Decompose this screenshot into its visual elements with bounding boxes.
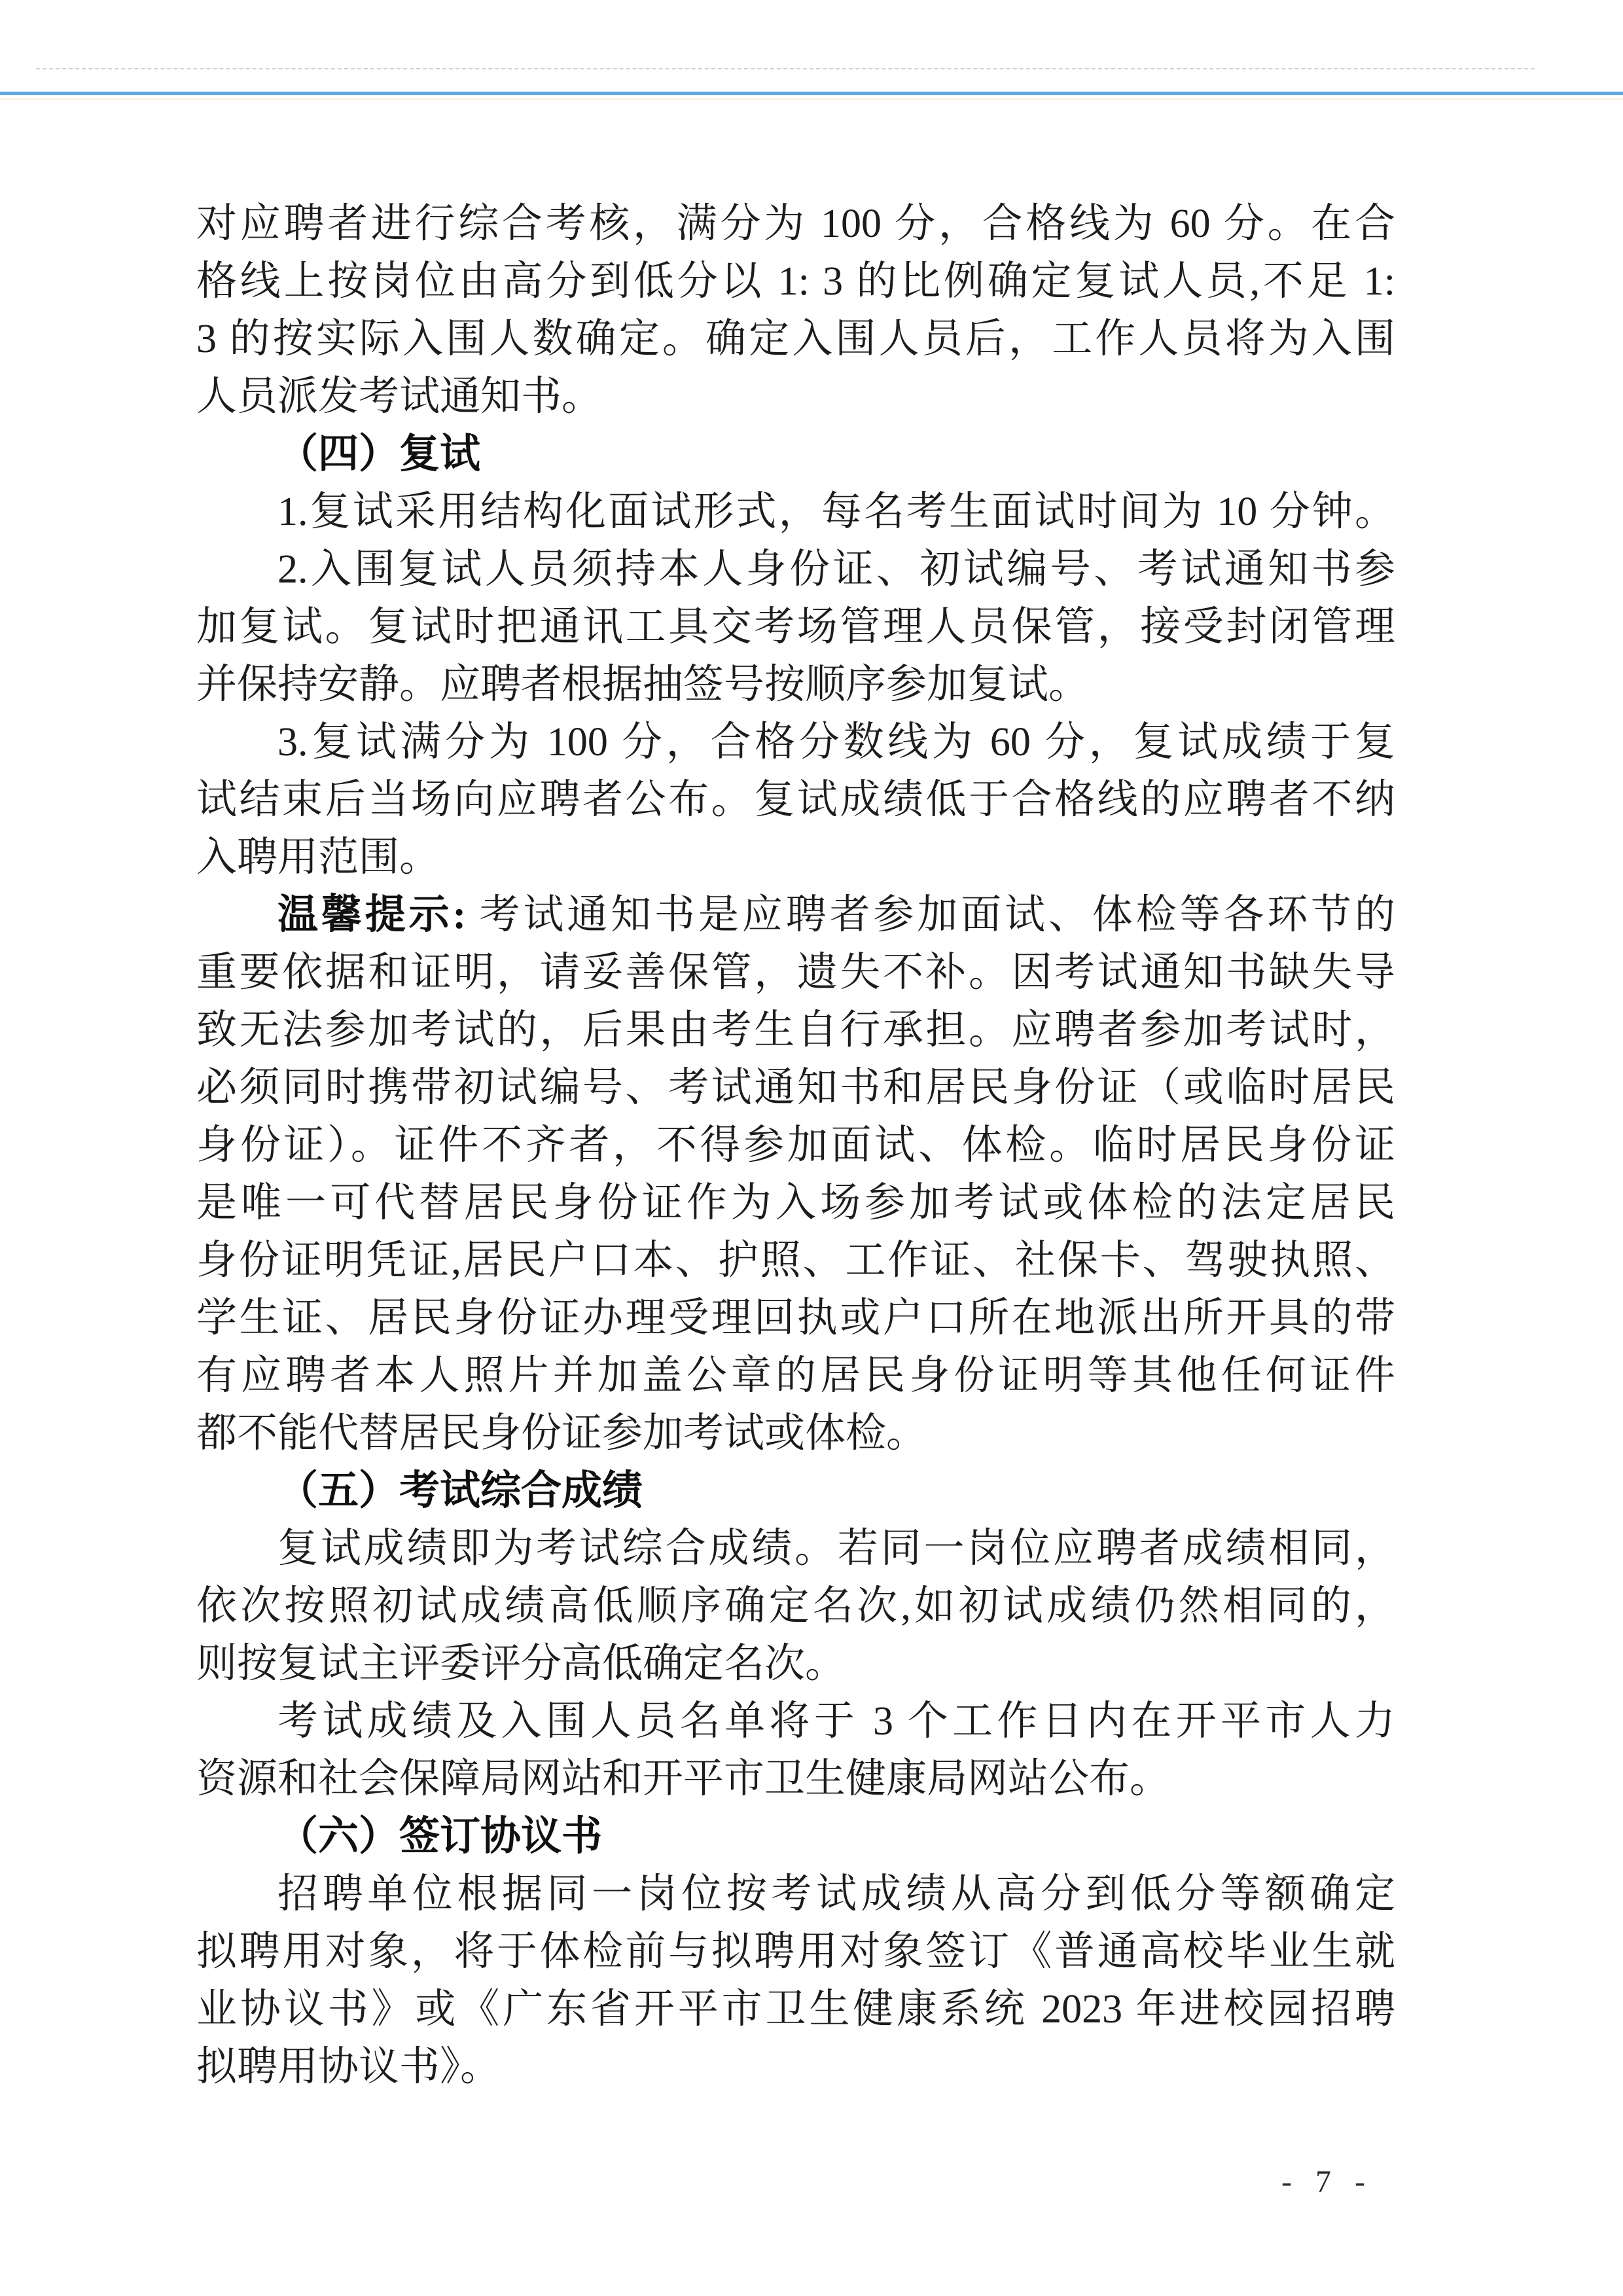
page-number: - 7 - [1281,2164,1373,2199]
section-heading: （四）复试 [277,432,481,476]
text-line: 试结束后当场向应聘者公布。复试成绩低于合格线的应聘者不纳 [196,778,1395,822]
text-line: 复试成绩即为考试综合成绩。若同一岗位应聘者成绩相同， [277,1526,1395,1571]
text-line: 2.入围复试人员须持本人身份证、初试编号、考试通知书参 [277,547,1395,592]
text-line: 1.复试采用结构化面试形式，每名考生面试时间为 10 分钟。 [277,490,1395,534]
text-line: 都不能代替居民身份证参加考试或体检。 [196,1411,927,1456]
text-line: 格线上按岗位由高分到低分以 1: 3 的比例确定复试人员,不足 1: [196,259,1395,304]
bold-lead: 温馨提示: [277,893,467,937]
text-line: 拟聘用协议书》。 [196,2045,501,2089]
text-line: 资源和社会保障局网站和开平市卫生健康局网站公布。 [196,1757,1171,1801]
text-line: 是唯一可代替居民身份证作为入场参加考试或体检的法定居民 [196,1181,1395,1225]
text-line: 重要依据和证明，请妥善保管，遗失不补。因考试通知书缺失导 [196,950,1395,995]
text-line: 身份证明凭证,居民户口本、护照、工作证、社保卡、驾驶执照、 [196,1238,1395,1283]
text-line: 则按复试主评委评分高低确定名次。 [196,1641,846,1686]
section-heading: （六）签订协议书 [277,1814,603,1859]
text-line: 依次按照初试成绩高低顺序确定名次,如初试成绩仍然相同的， [196,1584,1395,1628]
top-blue-rule [0,92,1623,95]
text-line: 温馨提示: 考试通知书是应聘者参加面试、体检等各环节的 [277,893,1395,937]
text-line: 对应聘者进行综合考核，满分为 100 分，合格线为 60 分。在合 [196,202,1395,246]
document-text [196,195,1395,2096]
section-heading: （五）考试综合成绩 [277,1469,643,1513]
top-cream-rule [0,98,1623,100]
text-line: 招聘单位根据同一岗位按考试成绩从高分到低分等额确定 [277,1872,1395,1916]
text-line: 身份证）。证件不齐者，不得参加面试、体检。临时居民身份证 [196,1123,1395,1168]
text-line: 人员派发考试通知书。 [196,374,603,419]
text-line: 业协议书》或《广东省开平市卫生健康系统 2023 年进校园招聘 [196,1987,1395,2032]
text-line: 有应聘者本人照片并加盖公章的居民身份证明等其他任何证件 [196,1354,1395,1398]
text-line: 必须同时携带初试编号、考试通知书和居民身份证（或临时居民 [196,1066,1395,1110]
text-line: 入聘用范围。 [196,835,440,880]
text-line: 考试成绩及入围人员名单将于 3 个工作日内在开平市人力 [277,1699,1395,1744]
text-line: 3.复试满分为 100 分，合格分数线为 60 分，复试成绩于复 [277,720,1395,764]
text-line: 致无法参加考试的，后果由考生自行承担。应聘者参加考试时， [196,1008,1395,1052]
text-line: 3 的按实际入围人数确定。确定入围人员后，工作人员将为入围 [196,317,1395,361]
text-line: 学生证、居民身份证办理受理回执或户口所在地派出所开具的带 [196,1296,1395,1340]
text-line: 拟聘用对象，将于体检前与拟聘用对象签订《普通高校毕业生就 [196,1929,1395,1974]
text-line: 并保持安静。应聘者根据抽签号按顺序参加复试。 [196,662,1090,707]
text-line: 加复试。复试时把通讯工具交考场管理人员保管，接受封闭管理 [196,605,1395,649]
top-dotted-rule [36,68,1535,69]
